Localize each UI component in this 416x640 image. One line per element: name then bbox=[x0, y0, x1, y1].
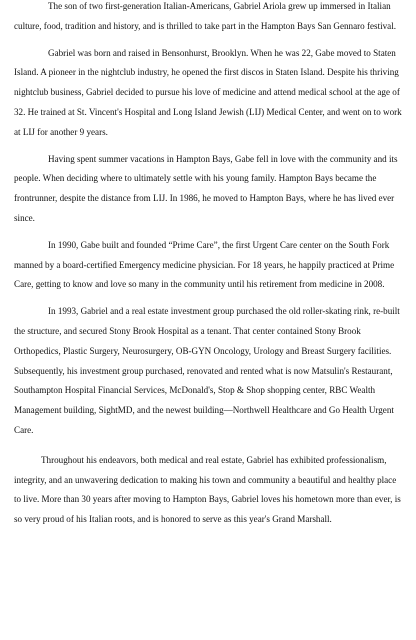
paragraph-career-beginnings: Gabriel was born and raised in Bensonhurst, Brooklyn. When he was 22, Gabe moved to Staten Island. A pioneer in the nightclub industry, he opened the first discos in Staten Island. Despite his thriving nightclub business, Gabriel decided to pursue his love of medicine and attend medical school at the age of 32. He trained at St. Vincent's Hospital and Long Island Jewish (LIJ) Medical Center, and went on to work at LIJ for another 9 years. bbox=[14, 47, 402, 137]
paragraph-prime-care: In 1990, Gabe built and founded “Prime Care”, the first Urgent Care center on the South Fork manned by a board-certified Emergency medicine physician. For 18 years, he happily practiced at Prime Care, getting to know and love so many in the community until his retirement from medicine in 2008. bbox=[14, 239, 395, 290]
paragraph-move-to-hampton-bays: Having spent summer vacations in Hampton Bays, Gabe fell in love with the community and its people. When deciding where to ultimately settle with his young family. Hampton Bays became the frontrunner, despite the distance from LIJ. In 1986, he moved to Hampton Bays, where he has lived ever since. bbox=[14, 153, 398, 223]
paragraph-early-life: The son of two first-generation Italian-Americans, Gabriel Ariola grew up immersed in Italian culture, food, tradition and history, and is thrilled to take part in the Hampton Bays San Gennaro festival. bbox=[14, 1, 397, 31]
paragraph-real-estate: In 1993, Gabriel and a real estate investment group purchased the old roller-skating rink, re-built the structure, and secured Stony Brook Hospital as a tenant. That center contained Stony Brook Orthopedics, Plastic Surgery, Neurosurgery, OB-GYN Oncology, Urology and Breast Surgery facilities. Subsequently, his investment group purchased, renovated and rented what is now Matsulin's Restaurant, Southampton Hospital Financial Services, McDonald's, Stop & Shop shopping center, RBC Wealth Management building, SightMD, and the newest building—Northwell Healthcare and Go Health Urgent Care. bbox=[14, 306, 400, 435]
paragraph-closing: Throughout his endeavors, both medical and real estate, Gabriel has exhibited professionalism, integrity, and an unwavering dedication to making his town and community a beautiful and healthy place to live. More than 30 years after moving to Hampton Bays, Gabriel loves his hometown more than ever, is so very proud of his Italian roots, and is honored to serve as this year's Grand Marshall. bbox=[14, 454, 401, 525]
